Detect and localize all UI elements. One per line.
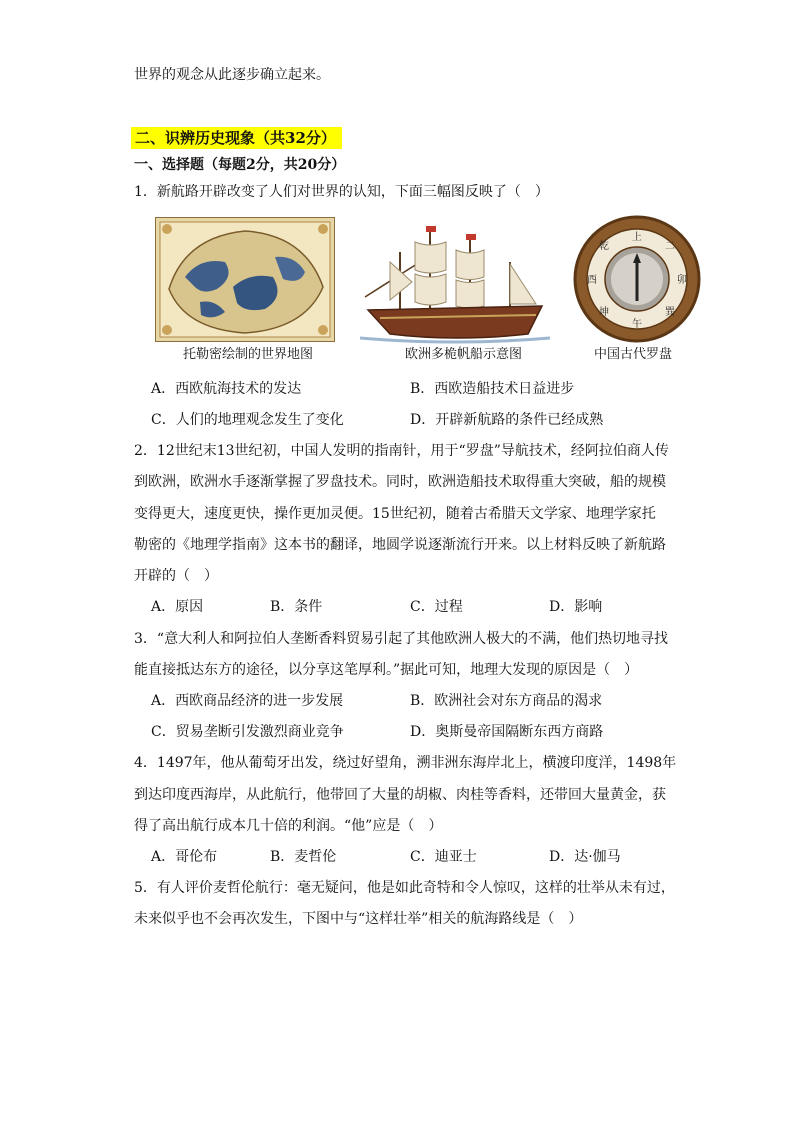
sailing-ship-icon (360, 222, 550, 344)
svg-text:午: 午 (632, 319, 642, 330)
q2-line-5: 开辟的（ ） (134, 568, 218, 584)
section-subtitle: 一、选择题（每题2分，共20分） (134, 157, 346, 173)
q2-option-c[interactable]: C．过程 (410, 599, 463, 615)
q4-option-b[interactable]: B．麦哲伦 (270, 849, 337, 865)
q1-option-d[interactable]: D．开辟新航路的条件已经成熟 (410, 412, 604, 428)
q2-option-a[interactable]: A．原因 (151, 599, 204, 615)
q4-option-a[interactable]: A．哥伦布 (151, 849, 218, 865)
svg-text:巽: 巽 (665, 307, 675, 318)
compass-icon (572, 215, 702, 343)
q4-line-1: 4．1497年，他从葡萄牙出发，绕过好望角，溯非洲东海岸北上，横渡印度洋，1498年 (134, 755, 677, 771)
q4-option-d[interactable]: D．达·伽马 (549, 849, 621, 865)
q2-line-2: 到欧洲，欧洲水手逐渐掌握了罗盘技术。同时，欧洲造船技术取得重大突破，船的规模 (134, 474, 666, 490)
svg-text:二: 二 (665, 241, 675, 252)
q5-line-2: 未来似乎也不会再次发生，下图中与“这样壮举”相关的航海路线是（ ） (134, 911, 583, 927)
q1-option-a[interactable]: A．西欧航海技术的发达 (151, 381, 302, 397)
section-title: 二、识辨历史现象（共32分） (131, 127, 342, 149)
world-map-icon (155, 217, 335, 342)
q1-option-b[interactable]: B．西欧造船技术日益进步 (410, 381, 575, 397)
q2-line-4: 勒密的《地理学指南》这本书的翻译，地圆学说逐渐流行开来。以上材料反映了新航路 (134, 537, 666, 553)
q3-option-a[interactable]: A．西欧商品经济的进一步发展 (151, 693, 344, 709)
q3-line-1: 3．“意大利人和阿拉伯人垄断香料贸易引起了其他欧洲人极大的不满，他们热切地寻找 (134, 631, 669, 647)
q4-option-c[interactable]: C．迪亚士 (410, 849, 477, 865)
q2-option-b[interactable]: B．条件 (270, 599, 323, 615)
q3-option-d[interactable]: D．奥斯曼帝国隔断东西方商路 (410, 724, 604, 740)
q3-line-2: 能直接抵达东方的途径，以分享这笔厚利。”据此可知，地理大发现的原因是（ ） (134, 662, 639, 678)
q1-stem: 1．新航路开辟改变了人们对世界的认知，下面三幅图反映了（ ） (134, 184, 549, 200)
q5-line-1: 5．有人评价麦哲伦航行：毫无疑问，他是如此奇特和令人惊叹，这样的壮举从未有过， (134, 880, 675, 896)
q3-option-c[interactable]: C．贸易垄断引发激烈商业竞争 (151, 724, 344, 740)
svg-text:酉: 酉 (587, 275, 597, 286)
svg-text:卯: 卯 (677, 275, 687, 286)
sailing-ship-image (360, 222, 550, 344)
q2-line-1: 2．12世纪末13世纪初，中国人发明的指南针，用于“罗盘”导航技术，经阿拉伯商人传 (134, 443, 669, 459)
svg-text:乾: 乾 (599, 241, 609, 252)
world-map-image (155, 217, 335, 342)
svg-text:坤: 坤 (599, 307, 609, 318)
figure-caption-map: 托勒密绘制的世界地图 (183, 347, 314, 362)
figure-caption-compass: 中国古代罗盘 (594, 347, 673, 362)
q4-line-2: 到达印度西海岸，从此航行，他带回了大量的胡椒、肉桂等香料，还带回大量黄金，获 (134, 787, 666, 803)
figure-caption-ship: 欧洲多桅帆船示意图 (405, 347, 523, 362)
compass-image (572, 215, 702, 343)
q2-option-d[interactable]: D．影响 (549, 599, 603, 615)
intro-line: 世界的观念从此逐步确立起来。 (134, 67, 330, 83)
q4-line-3: 得了高出航行成本几十倍的利润。“他”应是（ ） (134, 818, 443, 834)
q2-line-3: 变得更大，速度更快，操作更加灵便。15世纪初，随着古希腊天文学家、地理学家托 (134, 506, 656, 522)
q1-option-c[interactable]: C．人们的地理观念发生了变化 (151, 412, 344, 428)
svg-text:上: 上 (632, 232, 642, 243)
q3-option-b[interactable]: B．欧洲社会对东方商品的渴求 (410, 693, 603, 709)
